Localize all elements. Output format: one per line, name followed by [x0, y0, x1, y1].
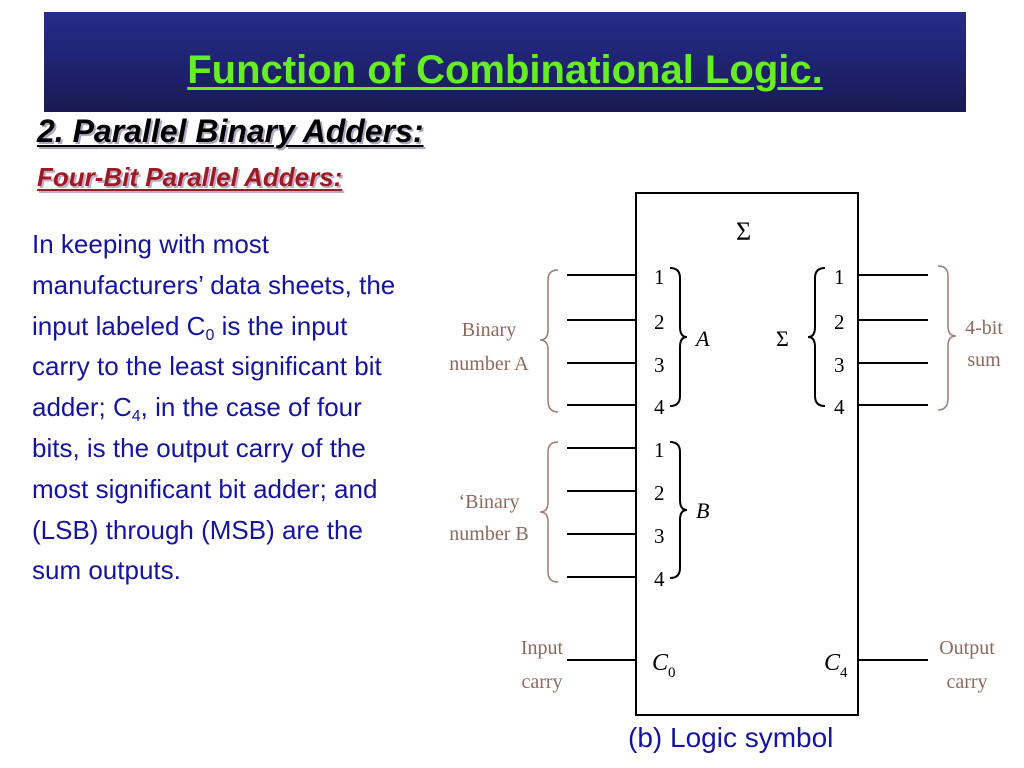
pin-b3: 3: [654, 524, 665, 548]
body-text-part-2: is the input carry to the least significant bit adder; C: [32, 310, 382, 423]
pin-s1: 1: [834, 265, 845, 289]
body-paragraph: [32, 224, 412, 591]
pin-a2: 2: [654, 310, 665, 334]
body-text-part-3: , in the case of four bits, is the output carry of the most significant bit adder; and (LSB) through (MSB) are the sum outputs.: [32, 392, 378, 586]
sum-group-sigma: Σ: [776, 326, 789, 351]
pin-a1: 1: [654, 265, 665, 289]
c4-label: $C_4$: [824, 650, 848, 681]
pin-b2: 2: [654, 481, 665, 505]
binary-a-label-line2: number A: [449, 353, 529, 375]
sum-label-line2: sum: [967, 349, 1001, 371]
sum-label-line1: 4-bit: [965, 317, 1003, 339]
group-b-label: B: [696, 498, 710, 523]
adder-logic-symbol: [430, 180, 1020, 720]
binary-a-brace: [540, 270, 558, 412]
input-carry-label-line1: Input: [520, 637, 564, 659]
group-a-brace: [670, 268, 687, 406]
c0-label: $C_0$: [652, 650, 676, 681]
body-text-part-1: In keeping with most manufacturers’ data sheets, the input labeled C: [32, 229, 396, 341]
title-bar: [44, 12, 966, 112]
section-heading: 2. Parallel Binary Adders:: [37, 113, 424, 149]
figure-caption: (b) Logic symbol: [628, 722, 834, 753]
body-subscript-4: 4: [131, 408, 141, 426]
adder-block: [636, 193, 858, 715]
output-carry-label-line1: Output: [939, 637, 995, 659]
pin-b1: 1: [654, 438, 665, 462]
binary-b-label-line2: number B: [449, 523, 529, 545]
pin-a3: 3: [654, 353, 665, 377]
input-carry-label-line2: carry: [521, 671, 563, 693]
slide-title: Function of Combinational Logic.: [187, 48, 823, 92]
sum-group-brace: [808, 268, 825, 406]
section-subheading: Four-Bit Parallel Adders:: [37, 162, 343, 192]
body-subscript-0: 0: [205, 326, 215, 344]
output-carry-label-line2: carry: [946, 671, 988, 693]
pin-s2: 2: [834, 310, 845, 334]
group-a-label: A: [696, 326, 710, 351]
binary-b-brace: [540, 442, 558, 582]
pin-a4: 4: [654, 395, 665, 419]
binary-b-label-line1: ‘Binary: [458, 491, 520, 513]
pin-s4: 4: [834, 395, 845, 419]
block-sigma: Σ: [736, 217, 752, 246]
group-b-brace: [670, 442, 687, 578]
pin-b4: 4: [654, 567, 665, 591]
binary-a-label-line1: Binary: [461, 319, 517, 341]
pin-s3: 3: [834, 353, 845, 377]
sum-output-brace: [938, 266, 956, 410]
